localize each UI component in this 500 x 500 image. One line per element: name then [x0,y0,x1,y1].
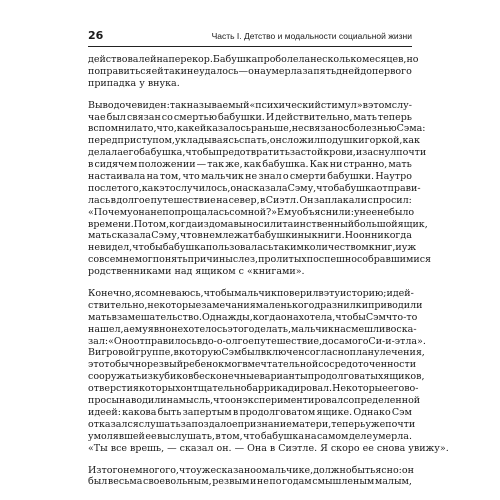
page-number: 26 [88,29,104,42]
text-line: «Почему она не попрощалась со мной?» Ему объяснили: у нее не было [88,206,415,218]
text-line: припадка у внука. [88,77,180,89]
text-line: перед приступом, укладываясь спать, он сложил подушки горкой, как [88,135,420,147]
text-line: просы наводили на мысль, что он экспериментировал с определенной [88,395,421,407]
text-line: отверстия которых он тщательно баррикадировал. Некоторые его во- [88,383,419,395]
text-line: «Ты все врешь, — сказал он. — Она в Сиэтле. Я скоро ее снова увижу». [88,442,449,454]
text-line: действовал ей наперекор. Бабушка проболела несколько месяцев, но [88,54,419,65]
running-head: Часть I. Детство и модальности социальной жизни [211,31,412,41]
text-line: делала его бабушка, чтобы предотвратить застой крови, и заснул почти [88,147,427,159]
header-rule [88,46,412,47]
text-line: мать сказала Сэму, что в нем лежат бабушкины книги. Но он никогда [88,230,412,242]
text-line: чае был связан со смертью бабушки. И действительно, мать теперь [88,111,412,123]
text-line: поправиться ей так и не удалось — она умерла за пять дней до первого [88,65,412,77]
text-line: Конечно, я сомневаюсь, чтобы мальчик поверил в эту историю; и дей- [88,288,414,300]
text-line: зал: «Оно отправилось в до-о-олгое путешествие, до самого Си-и-этла». [88,335,426,347]
text-line: не видел, чтобы бабушка пользовалась таким количеством книг, и уж [88,242,417,254]
text-line: Вывод очевиден: так называемый «психический стимул» в этом слу- [88,99,412,111]
paragraph [88,99,432,278]
page-header [88,29,412,47]
paragraph [88,288,449,454]
text-line: в сидячем положении — так же, как бабушка. Как ни странно, мать [88,159,412,171]
text-line: отказался слушать запоздалое признание матери, теперь уже почти [88,418,416,430]
text-line: вспомнила то, что, как ей казалось раньше, не связано с болезнью Сэма: [88,123,426,135]
text-line: лась в долгое путешествие на север, в Сиэтл. Он заплакал и спросил: [88,194,412,206]
text-line: сооружать из кубиков бесконечные варианты продолговатых ящиков, [88,371,425,383]
text-line: времени. Потом, когда из дома выносили таинственный большой ящик, [88,218,428,230]
paragraph [88,54,419,90]
text-line: родственниками над ящиком с «книгами». [88,266,305,278]
text-line: нашел, а ему явно не хотелось этого делать, мальчик насмешливо ска- [88,323,417,335]
text-line: совсем не мог понять причины слез, пролитых поспешно собравшимися [88,254,432,266]
text-line: ствительно, некоторые замечания маленького дразнилки приводили [88,299,423,311]
text-line: умолявшей ее выслушать, в том, что бабушка на самом деле умерла. [88,430,412,442]
text-line: настаивала на том, что мальчик не знал о смерти бабушки. Наутро [88,171,412,183]
body-text [88,54,449,498]
text-line: Из того немногого, что уже сказано о мальчике, должно быть ясно: он [88,464,414,476]
text-line: этот обычно резвый ребенок мог в мечтательной сосредоточенности [88,359,417,371]
text-line: после того, как это случилось, она сказала Сэму, что бабушка отправи- [88,182,421,194]
paragraph [88,465,412,489]
text-line: В игровой группе, в которую Сэм был включен согласно плану лечения, [88,347,425,359]
text-line: идеей: какова быть запертым в продолговатом ящике. Однако Сэм [88,406,412,418]
text-line: был весьма своевольным, резвым и не по годам смышленым малым, [88,476,412,488]
text-line: мать в замешательство. Однажды, когда она хотела, чтобы Сэм что-то [88,311,418,323]
